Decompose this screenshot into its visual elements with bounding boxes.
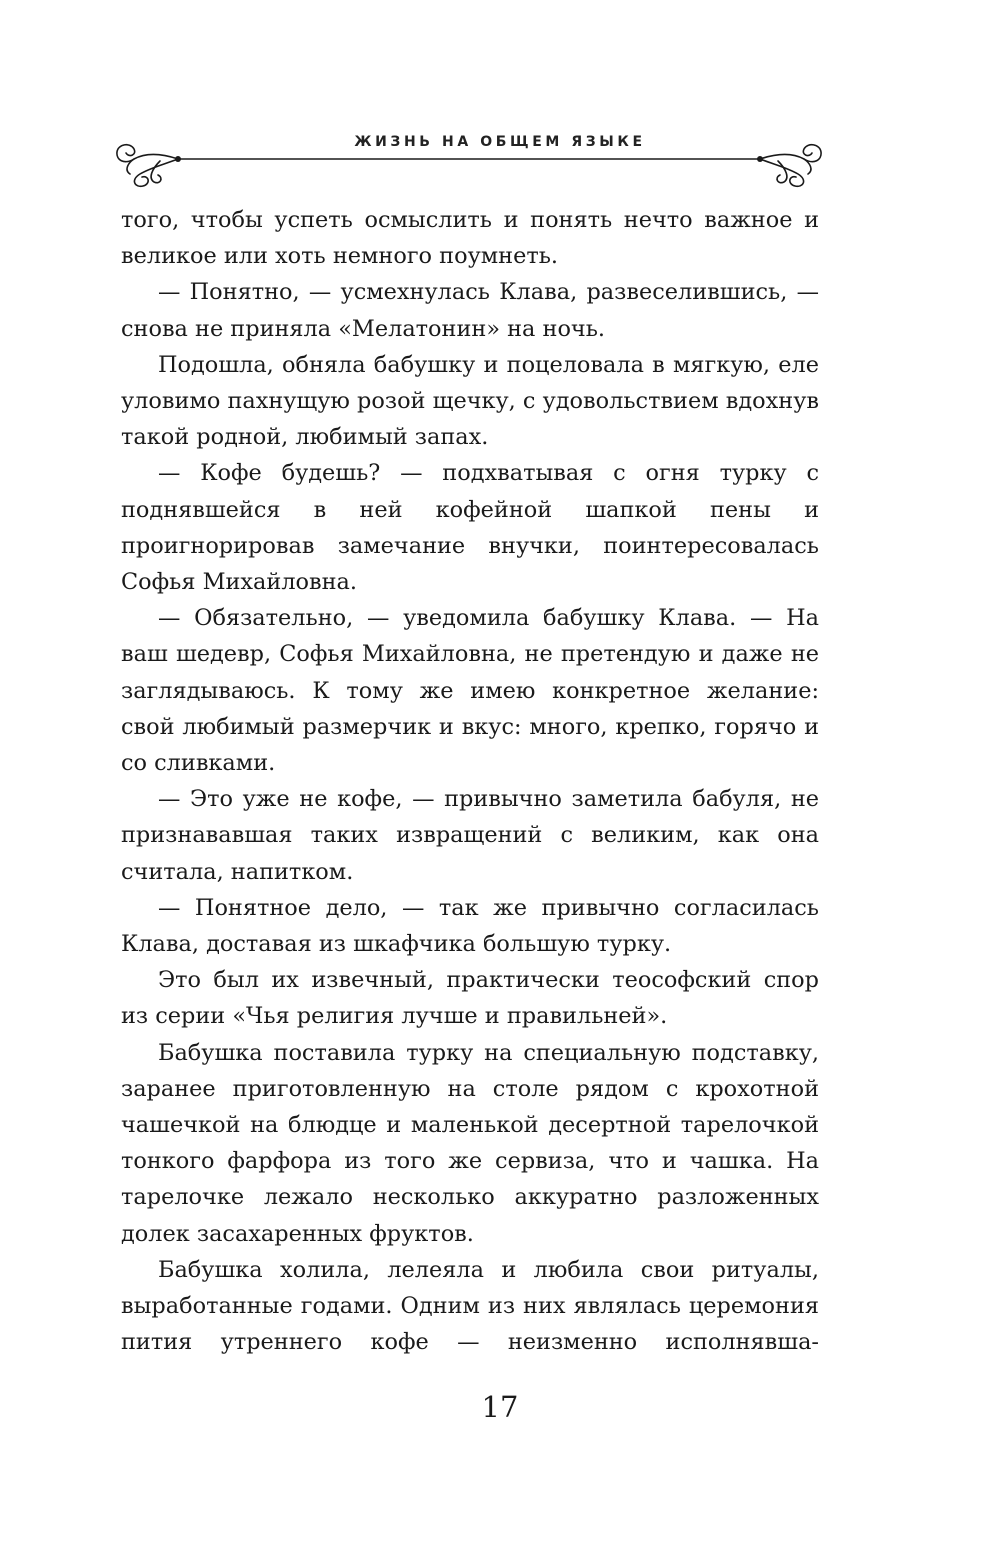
paragraph: — Понятно, — усмехнулась Клава, развеселившись, — снова не приняла «Мелатонин» на ночь. — [121, 279, 819, 342]
paragraph: — Это уже не кофе, — привычно заметила бабуля, не признававшая таких извращений с великим, как она считала, напитком. — [121, 786, 819, 885]
paragraph: — Обязательно, — уведомила бабушку Клава. — На ваш шедевр, Софья Михайловна, не претендую и даже не заглядываюсь. К тому же имею конкретное желание: свой любимый размерчик и вкус: много, крепко, горячо и со сливками. — [121, 605, 819, 777]
paragraph: Это был их извечный, практически теософский спор из серии «Чья религия лучше и правильней». — [121, 967, 819, 1030]
paragraph: Бабушка холила, лелеяла и любила свои ритуалы, выработанные годами. Одним из них являлась церемония пития утреннего кофе — неизменно исполнявша- — [121, 1256, 819, 1356]
paragraph: Подошла, обняла бабушку и поцеловала в мягкую, еле уловимо пахнущую розой щечку, с удовольствием вдохнув такой родной, любимый запах. — [121, 351, 819, 451]
paragraph: Бабушка поставила турку на специальную подставку, заранее приготовленную на столе рядом с крохотной чашечкой на блюдце и маленькой десертной тарелочкой тонкого фарфора из того же сервиза, что и чашка. На тарелочке лежало несколько аккуратно разложенных долек засахаренных фруктов. — [121, 1039, 819, 1247]
paragraph: — Понятное дело, — так же привычно согласилась Клава, доставая из шкафчика большую турку. — [121, 894, 819, 958]
paragraph: — Кофе будешь? — подхватывая с огня турку с поднявшейся в ней кофейной шапкой пены и проигнорировав замечание внучки, поинтересовалась Софья Михайловна. — [121, 460, 819, 596]
running-title: ЖИЗНЬ НА ОБЩЕМ ЯЗЫКЕ — [354, 134, 646, 150]
paragraph: того, чтобы успеть осмыслить и понять нечто важное и великое или хоть немного поумнеть. — [121, 207, 819, 270]
body-text — [121, 202, 819, 1361]
page-header — [0, 122, 1000, 202]
page-number: 17 — [481, 1390, 519, 1424]
